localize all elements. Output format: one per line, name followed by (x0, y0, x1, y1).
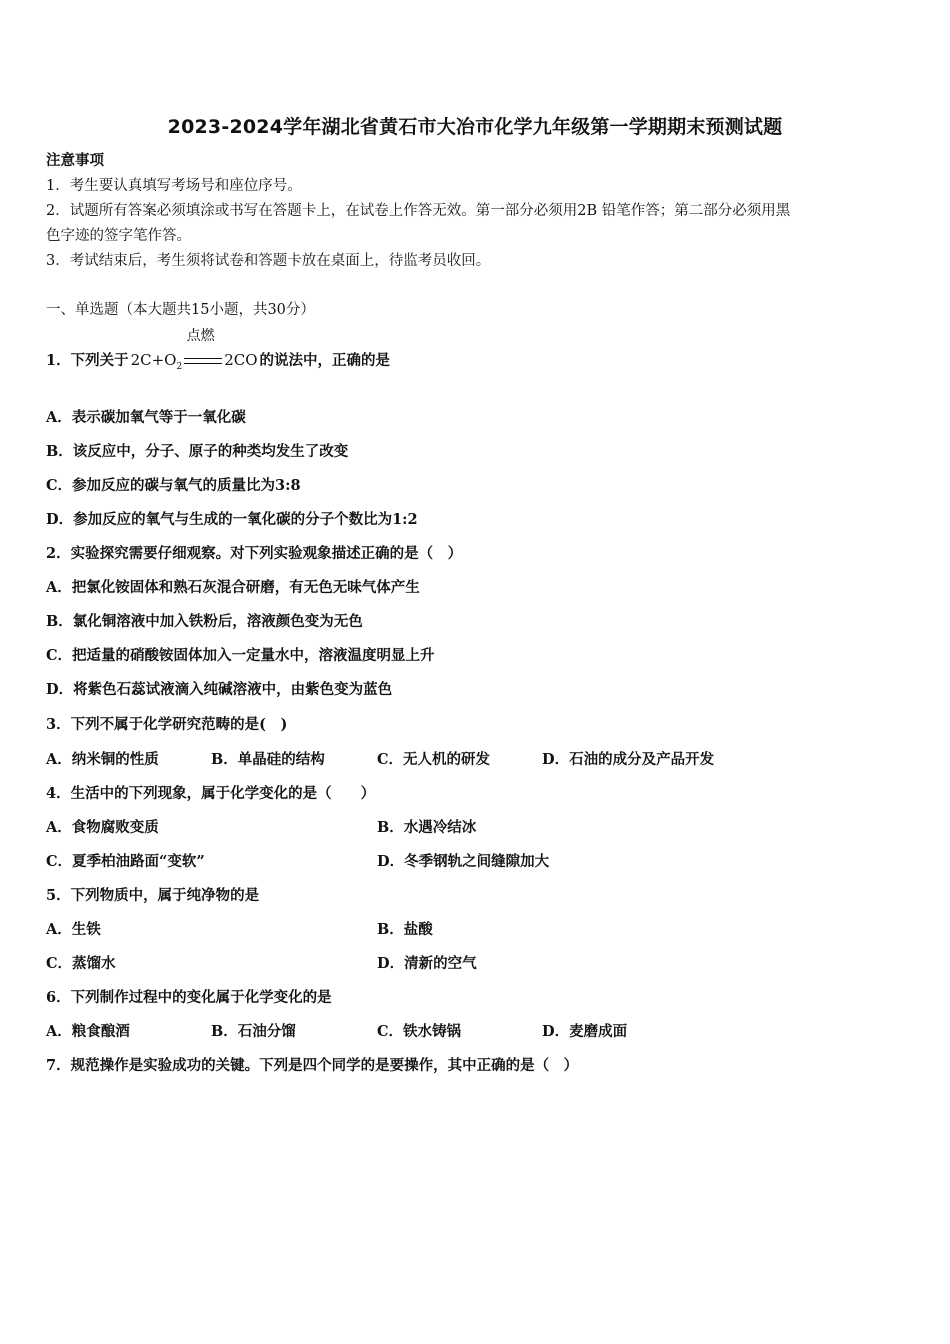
q4-option-b: B．水遇冷结冰 (377, 819, 477, 836)
eq-condition: 点燃 (186, 328, 215, 344)
notice-item-2: 2．试题所有答案必须填涂或书写在答题卡上，在试卷上作答无效。第一部分必须用2B 铅笔作答；第二部分必须用黑 (46, 203, 791, 219)
q1-prefix: 1．下列关于 (46, 352, 129, 369)
q3-option-a: A．纳米铜的性质 (46, 751, 159, 768)
q5-option-a: A．生铁 (46, 921, 101, 938)
q6-option-c: C．铁水铸锅 (377, 1023, 462, 1040)
q6-option-d: D．麦磨成面 (542, 1023, 628, 1040)
question-4-stem: 4．生活中的下列现象，属于化学变化的是（ ） (46, 785, 376, 802)
q5-option-d: D．清新的空气 (377, 955, 477, 972)
q2-option-d: D．将紫色石蕊试液滴入纯碱溶液中，由紫色变为蓝色 (46, 681, 393, 698)
q5-option-b: B．盐酸 (377, 921, 433, 938)
q4-option-d: D．冬季钢轨之间缝隙加大 (377, 853, 550, 870)
q1-option-a: A．表示碳加氧气等于一氧化碳 (46, 409, 246, 426)
eq-left: 2C+O (130, 351, 177, 369)
q4-option-a: A．食物腐败变质 (46, 819, 159, 836)
section-heading-single-choice: 一、单选题（本大题共15小题，共30分） (46, 302, 315, 318)
question-5-stem: 5．下列物质中，属于纯净物的是 (46, 887, 260, 904)
notice-item-2-cont: 色字迹的签字笔作答。 (46, 228, 191, 244)
chemical-equation (130, 328, 258, 377)
q1-option-c: C．参加反应的碳与氧气的质量比为3:8 (46, 477, 301, 494)
notice-item-1: 1．考生要认真填写考场号和座位序号。 (46, 178, 302, 194)
question-7-stem: 7．规范操作是实验成功的关键。下列是四个同学的是要操作，其中正确的是（ ） (46, 1057, 579, 1074)
q3-option-c: C．无人机的研发 (377, 751, 491, 768)
q2-option-a: A．把氯化铵固体和熟石灰混合研磨，有无色无味气体产生 (46, 579, 420, 596)
question-3-stem: 3．下列不属于化学研究范畴的是( ) (46, 716, 288, 733)
q1-option-b: B．该反应中，分子、原子的种类均发生了改变 (46, 443, 349, 460)
eq-right: 2CO (224, 351, 258, 369)
q5-option-c: C．蒸馏水 (46, 955, 116, 972)
notice-heading: 注意事项 (46, 152, 104, 169)
q4-option-c: C．夏季柏油路面“变软” (46, 853, 205, 870)
q6-option-b: B．石油分馏 (211, 1023, 296, 1040)
exam-title: 2023-2024学年湖北省黄石市大冶市化学九年级第一学期期末预测试题 (167, 116, 783, 138)
q1-suffix: 的说法中，正确的是 (259, 352, 391, 369)
q6-option-a: A．粮食酿酒 (46, 1023, 130, 1040)
question-6-stem: 6．下列制作过程中的变化属于化学变化的是 (46, 989, 332, 1006)
question-1-stem (46, 328, 391, 377)
eq-equals-sign (184, 358, 222, 364)
q3-option-d: D．石油的成分及产品开发 (542, 751, 715, 768)
q2-option-c: C．把适量的硝酸铵固体加入一定量水中，溶液温度明显上升 (46, 647, 435, 664)
q1-option-d: D．参加反应的氧气与生成的一氧化碳的分子个数比为1:2 (46, 511, 418, 528)
eq-subscript: 2 (176, 362, 183, 372)
q2-option-b: B．氯化铜溶液中加入铁粉后，溶液颜色变为无色 (46, 613, 363, 630)
q3-option-b: B．单晶硅的结构 (211, 751, 325, 768)
question-2-stem: 2．实验探究需要仔细观察。对下列实验观象描述正确的是（ ） (46, 545, 463, 562)
notice-item-3: 3．考试结束后，考生须将试卷和答题卡放在桌面上，待监考员收回。 (46, 253, 491, 269)
